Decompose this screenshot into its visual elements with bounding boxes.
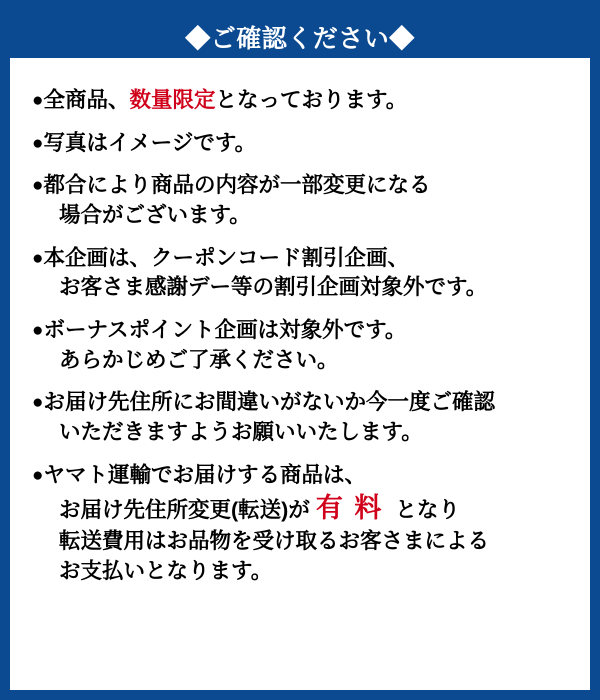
notice-line: [32, 346, 568, 376]
bullet-icon: ●: [32, 132, 44, 154]
notice-text: となっております。: [215, 88, 408, 112]
notice-line: [32, 171, 568, 201]
bullet-icon: ●: [32, 319, 44, 341]
notice-line: [32, 461, 568, 491]
notice-item: [32, 129, 568, 159]
notice-item: [32, 316, 568, 375]
notice-line: [32, 527, 568, 557]
notice-line: [32, 557, 568, 587]
notice-item: [32, 171, 568, 230]
notice-item: [32, 461, 568, 587]
notice-line: [32, 273, 568, 303]
notice-line: [32, 418, 568, 448]
notice-text: 全商品、: [43, 88, 130, 112]
notice-line: [32, 244, 568, 274]
highlight-text: 数量限定: [129, 88, 216, 112]
notice-text: 都合により商品の内容が一部変更になる: [43, 173, 431, 198]
notice-item: [32, 388, 568, 447]
notice-line: [32, 490, 568, 527]
notice-panel: [10, 58, 590, 690]
notice-text: ボーナスポイント企画は対象外です。: [43, 317, 407, 342]
notice-line: [32, 388, 568, 418]
notice-text: いただきますようお願いいたします。: [59, 419, 423, 444]
bullet-icon: ●: [32, 392, 44, 414]
notice-text: となり: [389, 498, 460, 523]
emphasis-text: 有 料: [315, 493, 384, 524]
notice-line: [32, 201, 568, 231]
notice-text: 写真はイメージです。: [43, 130, 257, 155]
notice-text: お客さま感謝デー等の割引企画対象外です。: [59, 275, 488, 300]
notice-text: お届け先住所にお間違いがないか今一度ご確認: [43, 390, 495, 415]
notice-text: 本企画は、クーポンコード割引企画、: [43, 245, 409, 270]
notice-line: [32, 129, 568, 159]
page-title: ◆ご確認ください◆: [185, 25, 415, 53]
notice-text: お届け先住所変更(転送)が: [59, 498, 310, 523]
notice-item: [32, 86, 568, 116]
notice-line: [32, 86, 568, 116]
bullet-icon: ●: [32, 247, 44, 269]
notice-item: [32, 244, 568, 303]
notice-text: 場合がございます。: [59, 202, 251, 227]
bullet-icon: ●: [32, 464, 44, 486]
bullet-icon: ●: [32, 90, 44, 111]
notice-text: 転送費用はお品物を受け取るお客さまによる: [59, 529, 490, 554]
notice-line: [32, 316, 568, 346]
notice-text: お支払いとなります。: [59, 559, 273, 584]
notice-list: [32, 86, 568, 587]
bullet-icon: ●: [32, 175, 44, 197]
notice-text: ヤマト運輸でお届けする商品は、: [43, 462, 366, 487]
notice-text: あらかじめご了承ください。: [59, 347, 339, 372]
